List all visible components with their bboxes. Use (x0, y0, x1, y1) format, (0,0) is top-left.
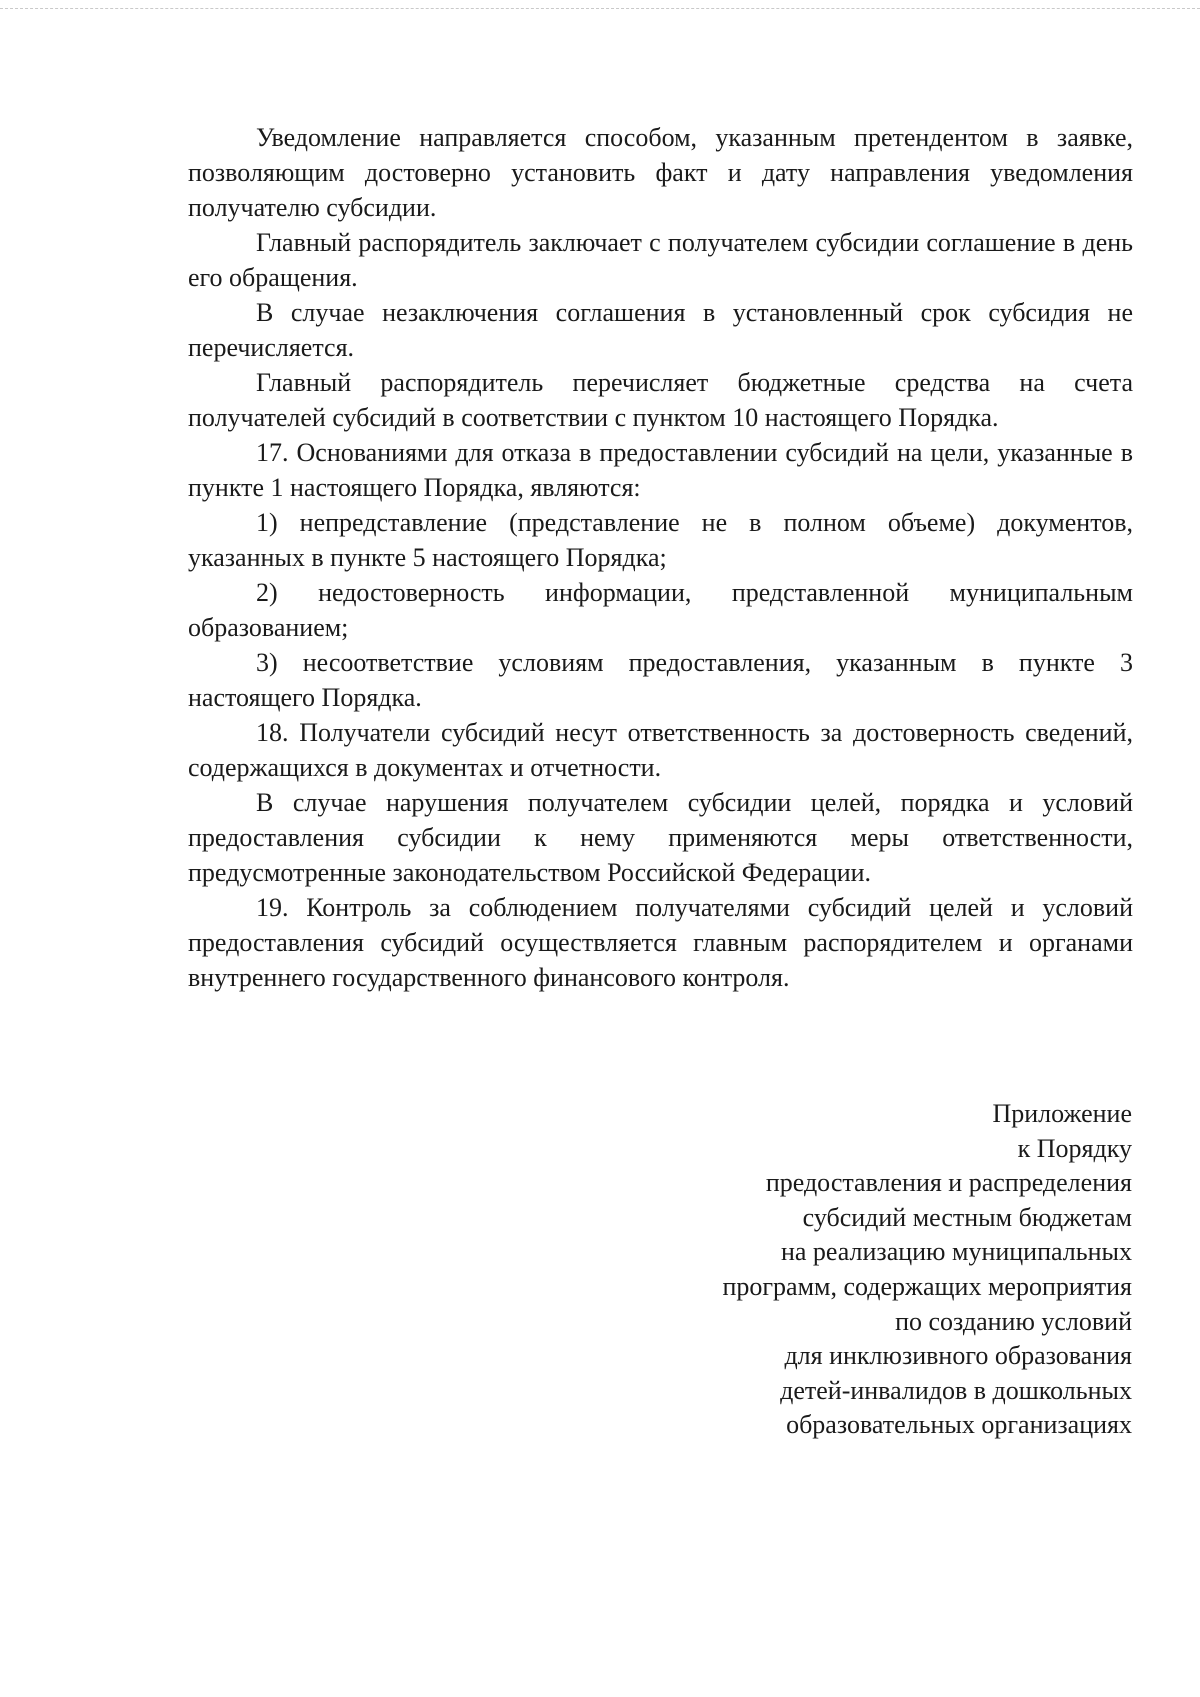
appendix-line: для инклюзивного образования (784, 1341, 1132, 1371)
appendix-line: программ, содержащих мероприятия (722, 1271, 1132, 1301)
appendix-heading (572, 1097, 1132, 1443)
paragraph-violation-measures: В случае нарушения получателем субсидии целей, порядка и условий предоставления субсидии к нему применяются меры ответственности, предусмотренные законодательством Российской Федерации. (188, 788, 1133, 887)
appendix-line: детей-инвалидов в дошкольных (780, 1375, 1132, 1405)
scan-edge-line (0, 8, 1200, 9)
appendix-line: образовательных организациях (786, 1410, 1132, 1440)
paragraph-funds-transfer: Главный распорядитель перечисляет бюджетные средства на счета получателей субсидий в соответствии с пунктом 10 настоящего Порядка. (188, 368, 1133, 432)
paragraph-18-responsibility: 18. Получатели субсидий несут ответственность за достоверность сведений, содержащихся в документах и отчетности. (188, 718, 1133, 782)
body-text (188, 120, 1133, 995)
paragraph-17-refusal-grounds: 17. Основаниями для отказа в предоставлении субсидий на цели, указанные в пункте 1 настоящего Порядка, являются: (188, 438, 1133, 502)
appendix-line: Приложение (992, 1099, 1132, 1128)
list-item-3: 3) несоответствие условиям предоставления, указанным в пункте 3 настоящего Порядка. (188, 648, 1133, 712)
list-item-2: 2) недостоверность информации, представленной муниципальным образованием; (188, 578, 1133, 642)
paragraph-19-control: 19. Контроль за соблюдением получателями субсидий целей и условий предоставления субсидий осуществляется главным распорядителем и органами внутреннего государственного финансового контроля. (188, 893, 1133, 992)
appendix-line: на реализацию муниципальных (780, 1237, 1132, 1267)
list-item-1: 1) непредставление (представление не в полном объеме) документов, указанных в пункте 5 настоящего Порядка; (188, 508, 1133, 572)
appendix-line: предоставления и распределения (765, 1168, 1132, 1198)
paragraph-notification-method: Уведомление направляется способом, указанным претендентом в заявке, позволяющим достоверно установить факт и дату направления уведомления получателю субсидии. (188, 123, 1133, 222)
paragraph-no-agreement: В случае незаключения соглашения в установленный срок субсидия не перечисляется. (188, 298, 1133, 362)
appendix-line: по созданию условий (895, 1306, 1132, 1336)
appendix-line: к Порядку (1017, 1133, 1132, 1163)
paragraph-agreement-conclusion: Главный распорядитель заключает с получателем субсидии соглашение в день его обращения. (188, 228, 1133, 292)
appendix-line: субсидий местным бюджетам (802, 1202, 1132, 1232)
